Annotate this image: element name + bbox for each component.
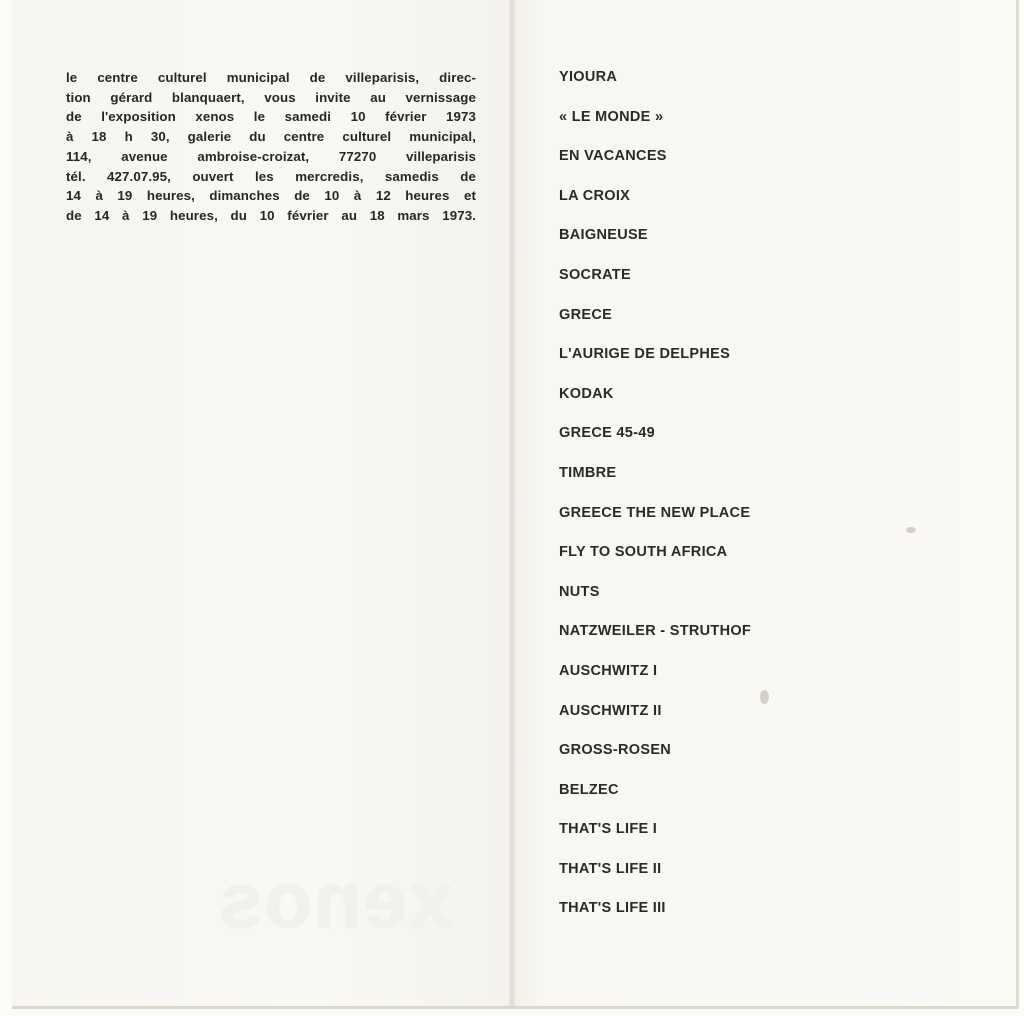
work-title: GREECE THE NEW PLACE bbox=[559, 504, 751, 521]
work-title: GRECE bbox=[559, 306, 613, 323]
show-through-title: xenos bbox=[217, 856, 453, 944]
work-title: EN VACANCES bbox=[559, 148, 667, 165]
work-title: TIMBRE bbox=[559, 464, 617, 481]
work-title: YIOURA bbox=[559, 69, 618, 85]
invitation-line: tion gérard blanquaert, vous invite au vernissage bbox=[66, 89, 476, 105]
paper-bottom-edge bbox=[12, 1006, 1018, 1009]
work-title: GRECE 45-49 bbox=[559, 425, 655, 442]
invitation-text bbox=[66, 68, 476, 226]
work-title: « LE MONDE » bbox=[559, 108, 664, 125]
work-title: NATZWEILER - STRUTHOF bbox=[559, 623, 752, 640]
work-title: LA CROIX bbox=[559, 187, 631, 204]
invitation-line: 14 à 19 heures, dimanches de 10 à 12 heures et bbox=[66, 188, 476, 204]
center-fold bbox=[508, 0, 516, 1008]
invitation-line: de l'exposition xenos le samedi 10 février 1973 bbox=[66, 109, 476, 125]
work-title: SOCRATE bbox=[559, 266, 631, 283]
paper-right-edge bbox=[1016, 0, 1019, 1008]
work-title: KODAK bbox=[559, 385, 614, 402]
work-title: AUSCHWITZ II bbox=[559, 702, 662, 719]
work-title: BELZEC bbox=[559, 781, 619, 798]
work-title: BAIGNEUSE bbox=[559, 227, 648, 244]
invitation-line: de 14 à 19 heures, du 10 février au 18 mars 1973. bbox=[66, 207, 476, 223]
work-title: NUTS bbox=[559, 583, 600, 600]
works-list bbox=[559, 66, 751, 937]
paper-speck bbox=[906, 527, 916, 533]
invitation-line: 114, avenue ambroise-croizat, 77270 villeparisis bbox=[66, 148, 476, 164]
invitation-line: le centre culturel municipal de villeparisis, direc- bbox=[66, 70, 476, 85]
invitation-line: à 18 h 30, galerie du centre culturel municipal, bbox=[66, 129, 476, 145]
work-title: AUSCHWITZ I bbox=[559, 662, 658, 679]
invitation-line: tél. 427.07.95, ouvert les mercredis, samedis de bbox=[66, 168, 476, 184]
work-title: L'AURIGE DE DELPHES bbox=[559, 346, 731, 363]
work-title: GROSS-ROSEN bbox=[559, 742, 672, 759]
work-title: FLY TO SOUTH AFRICA bbox=[559, 544, 728, 561]
work-title: THAT'S LIFE I bbox=[559, 821, 658, 838]
work-title: THAT'S LIFE II bbox=[559, 860, 662, 877]
work-title: THAT'S LIFE III bbox=[559, 900, 666, 917]
paper-speck bbox=[760, 690, 769, 704]
